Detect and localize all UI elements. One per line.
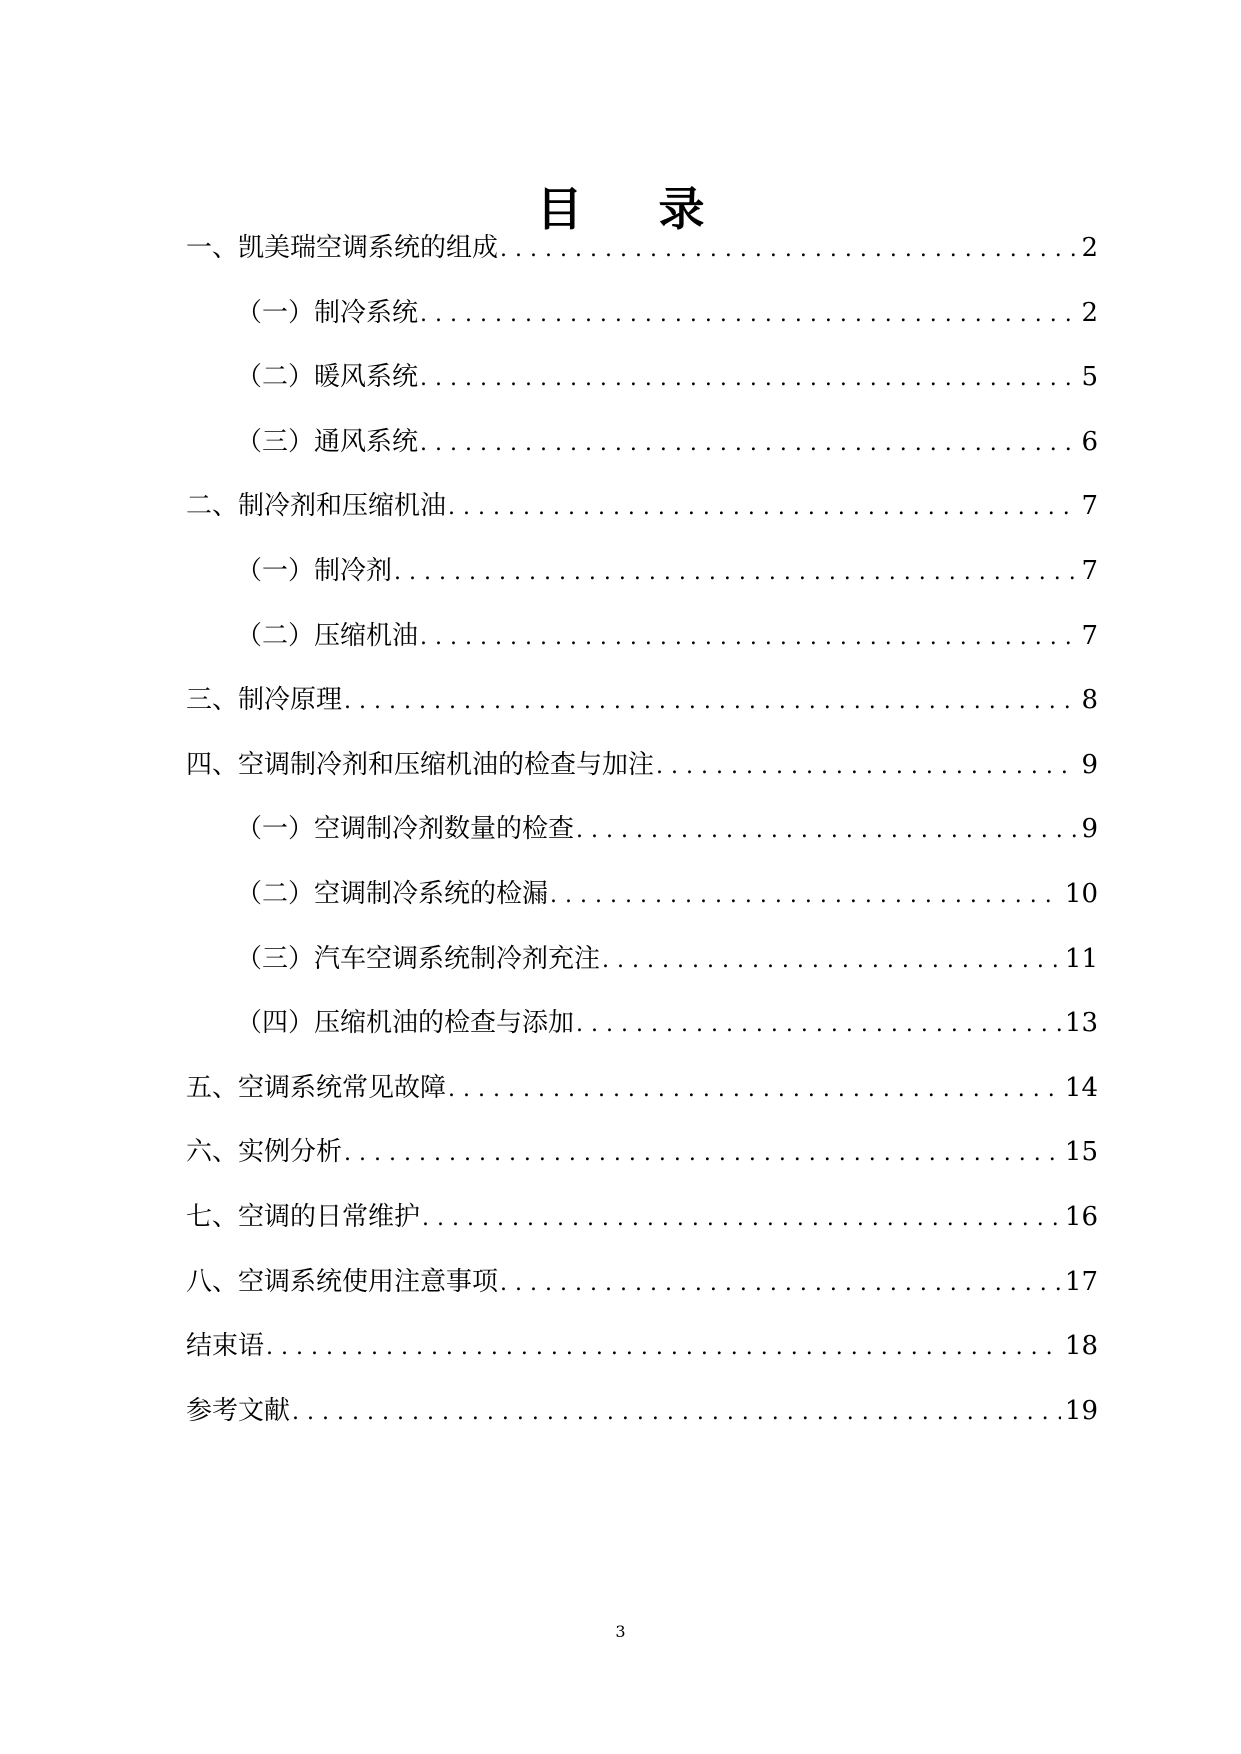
toc-entry-text: （二）暖风系统: [236, 362, 419, 393]
toc-entry-page: 13: [1064, 1008, 1098, 1039]
toc-dot-leader: [576, 993, 1061, 1058]
toc-dot-leader: [394, 541, 1077, 606]
toc-dot-leader: [420, 347, 1077, 412]
toc-dot-leader: [576, 799, 1077, 864]
toc-entry-text: 结束语: [186, 1331, 265, 1362]
toc-entry[interactable]: [186, 668, 1098, 733]
toc-title: 目 录: [536, 181, 735, 236]
toc-entry-page: 17: [1064, 1266, 1098, 1297]
toc-entry-text: （二）空调制冷系统的检漏: [236, 878, 549, 909]
toc-entry-page: 14: [1064, 1072, 1098, 1103]
toc-entry[interactable]: [186, 797, 1098, 862]
toc-entry-text: （一）制冷系统: [236, 297, 419, 328]
toc-dot-leader: [500, 218, 1077, 283]
toc-entry-text: （二）压缩机油: [236, 620, 419, 651]
toc-entry-page: 10: [1064, 878, 1098, 909]
toc-entry[interactable]: [186, 281, 1098, 346]
toc-entry[interactable]: [186, 410, 1098, 475]
toc-entry-page: 11: [1064, 943, 1098, 974]
toc-dot-leader: [344, 1122, 1061, 1187]
toc-entry[interactable]: [186, 733, 1098, 798]
toc-dot-leader: [420, 283, 1077, 348]
toc-dot-leader: [266, 1316, 1061, 1381]
toc-entry-page: 9: [1081, 814, 1098, 845]
toc-entry-page: 2: [1081, 297, 1098, 328]
toc-entry-text: 六、实例分析: [186, 1137, 343, 1168]
toc-entry[interactable]: [186, 927, 1098, 992]
toc-entry[interactable]: [186, 1120, 1098, 1185]
toc-entry-text: （一）制冷剂: [236, 555, 393, 586]
toc-entry-page: 6: [1081, 426, 1098, 457]
toc-entry-page: 7: [1081, 555, 1098, 586]
toc-entry-page: 15: [1064, 1137, 1098, 1168]
page-number: 3: [615, 1622, 626, 1641]
toc-entry-text: （一）空调制冷剂数量的检查: [236, 814, 575, 845]
toc-dot-leader: [500, 1252, 1061, 1317]
toc-dot-leader: [448, 1058, 1061, 1123]
toc-entry[interactable]: [186, 474, 1098, 539]
toc-entry[interactable]: [186, 1185, 1098, 1250]
toc-entry[interactable]: [186, 862, 1098, 927]
toc-dot-leader: [448, 476, 1077, 541]
toc-dot-leader: [656, 735, 1077, 800]
toc-entry[interactable]: [186, 539, 1098, 604]
toc-entry-page: 2: [1081, 233, 1098, 263]
toc-entry-text: （三）通风系统: [236, 426, 419, 457]
toc-entry-text: 四、空调制冷剂和压缩机油的检查与加注: [186, 749, 655, 780]
toc-entry-text: 三、制冷原理: [186, 685, 343, 716]
toc-entry-text: 一、凯美瑞空调系统的组成: [186, 233, 499, 263]
toc-entry-page: 8: [1081, 685, 1098, 716]
toc-entry-text: 参考文献: [186, 1395, 291, 1426]
toc-entry-page: 7: [1081, 620, 1098, 651]
toc-list: [186, 216, 1098, 1443]
toc-dot-leader: [420, 606, 1077, 671]
toc-dot-leader: [344, 670, 1077, 735]
toc-entry-text: 八、空调系统使用注意事项: [186, 1266, 499, 1297]
toc-entry[interactable]: [186, 991, 1098, 1056]
toc-entry-page: 5: [1081, 362, 1098, 393]
toc-entry[interactable]: [186, 1314, 1098, 1379]
toc-entry[interactable]: [186, 1056, 1098, 1121]
toc-dot-leader: [422, 1187, 1061, 1252]
toc-entry-text: 二、制冷剂和压缩机油: [186, 491, 447, 522]
toc-entry-page: 18: [1064, 1331, 1098, 1362]
toc-dot-leader: [602, 929, 1061, 994]
toc-entry-page: 19: [1064, 1395, 1098, 1426]
toc-entry[interactable]: [186, 1379, 1098, 1444]
toc-entry-text: （三）汽车空调系统制冷剂充注: [236, 943, 601, 974]
toc-entry[interactable]: [186, 345, 1098, 410]
toc-entry-text: 七、空调的日常维护: [186, 1201, 421, 1232]
toc-dot-leader: [420, 412, 1077, 477]
toc-entry-text: （四）压缩机油的检查与添加: [236, 1008, 575, 1039]
toc-entry-page: 7: [1081, 491, 1098, 522]
toc-entry[interactable]: [186, 216, 1098, 281]
toc-entry-text: 五、空调系统常见故障: [186, 1072, 447, 1103]
toc-entry[interactable]: [186, 1250, 1098, 1315]
toc-dot-leader: [292, 1381, 1061, 1446]
toc-entry-page: 16: [1064, 1201, 1098, 1232]
toc-entry[interactable]: [186, 604, 1098, 669]
toc-dot-leader: [550, 864, 1061, 929]
toc-entry-page: 9: [1081, 749, 1098, 780]
